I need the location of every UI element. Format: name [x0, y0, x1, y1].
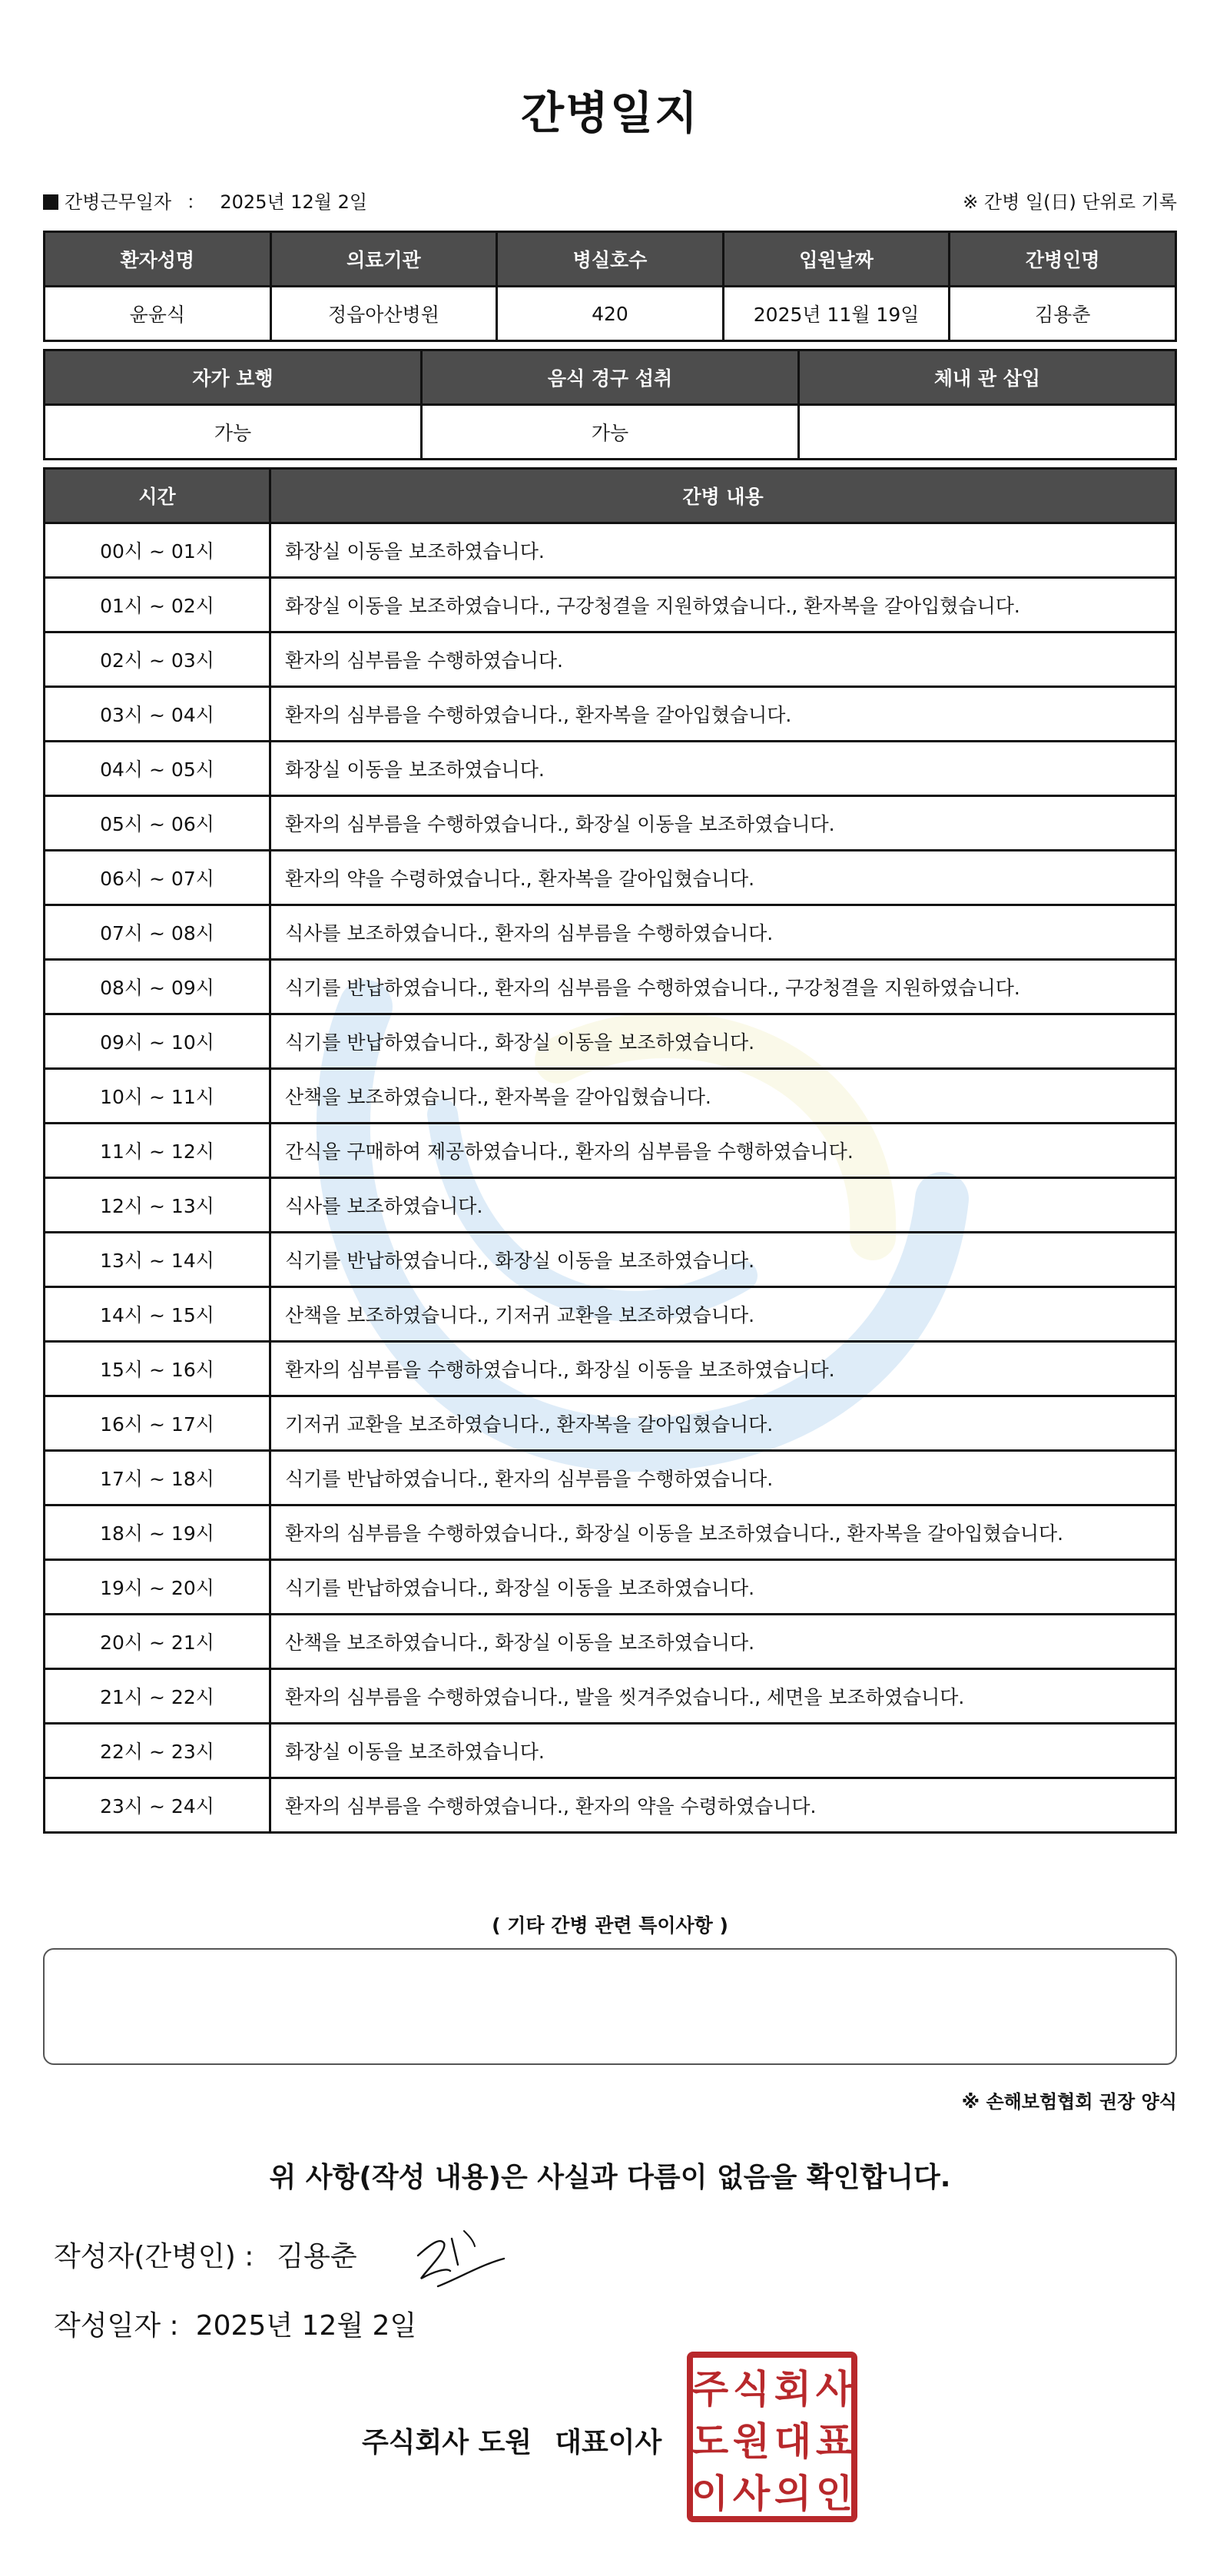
seal-character: 회	[774, 2367, 812, 2412]
care-log-time: 11시 ~ 12시	[45, 1124, 270, 1178]
seal-character: 원	[732, 2419, 771, 2464]
work-date-label: 간병근무일자	[65, 191, 172, 213]
care-log-content: 식기를 반납하였습니다., 화장실 이동을 보조하였습니다.	[270, 1233, 1176, 1287]
care-log-time: 01시 ~ 02시	[45, 578, 270, 632]
header-time: 시간	[45, 469, 270, 523]
care-log-content: 환자의 약을 수령하였습니다., 환자복을 갈아입혔습니다.	[270, 851, 1176, 905]
care-log-row	[45, 1669, 1176, 1724]
header-oral-intake: 음식 경구 섭취	[422, 350, 799, 405]
seal-character: 식	[732, 2367, 771, 2412]
patient-header-row	[45, 232, 1176, 287]
care-log-content: 식기를 반납하였습니다., 화장실 이동을 보조하였습니다.	[270, 1560, 1176, 1615]
care-log-row	[45, 1778, 1176, 1833]
care-log-row	[45, 1069, 1176, 1124]
writer-label: 작성자(간병인) :	[54, 2241, 254, 2272]
written-date-value: 2025년 12월 2일	[195, 2310, 417, 2342]
care-log-content: 환자의 심부름을 수행하였습니다., 환자의 약을 수령하였습니다.	[270, 1778, 1176, 1833]
care-log-row	[45, 1014, 1176, 1069]
signature	[404, 2225, 512, 2294]
care-log-row	[45, 1724, 1176, 1778]
care-log-row	[45, 1342, 1176, 1396]
status-header-row	[45, 350, 1176, 405]
care-log-row	[45, 1505, 1176, 1560]
patient-status-table	[43, 349, 1177, 460]
care-log-row	[45, 578, 1176, 632]
seal-character: 사	[815, 2367, 854, 2412]
hospital-name: 정읍아산병원	[270, 287, 497, 341]
care-log-content: 환자의 심부름을 수행하였습니다., 화장실 이동을 보조하였습니다.	[270, 796, 1176, 851]
care-log-content: 환자의 심부름을 수행하였습니다., 화장실 이동을 보조하였습니다., 환자복을 갈아입혔습니다.	[270, 1505, 1176, 1560]
care-log-time: 09시 ~ 10시	[45, 1014, 270, 1069]
care-log-time: 23시 ~ 24시	[45, 1778, 270, 1833]
patient-name: 윤윤식	[45, 287, 271, 341]
document-title: 간병일지	[520, 87, 700, 139]
care-log-table	[43, 467, 1177, 1834]
care-log-time: 15시 ~ 16시	[45, 1342, 270, 1396]
writer-line	[54, 2235, 357, 2274]
seal-character: 표	[815, 2419, 854, 2464]
care-log-time: 14시 ~ 15시	[45, 1287, 270, 1342]
care-log-time: 04시 ~ 05시	[45, 742, 270, 796]
care-log-row	[45, 1287, 1176, 1342]
header-caregiver-name: 간병인명	[950, 232, 1176, 287]
work-date-row	[43, 187, 1177, 217]
care-log-time: 10시 ~ 11시	[45, 1069, 270, 1124]
care-log-content: 화장실 이동을 보조하였습니다., 구강청결을 지원하였습니다., 환자복을 갈아입혔습니다.	[270, 578, 1176, 632]
seal-character: 인	[815, 2471, 854, 2516]
care-log-row	[45, 687, 1176, 742]
seal-character: 의	[774, 2471, 812, 2516]
patient-info-table	[43, 231, 1177, 342]
work-date	[43, 187, 367, 214]
care-log-time: 13시 ~ 14시	[45, 1233, 270, 1287]
written-date-line	[54, 2304, 416, 2343]
care-log-content: 환자의 심부름을 수행하였습니다.	[270, 632, 1176, 687]
care-log-row	[45, 1233, 1176, 1287]
room-number: 420	[497, 287, 724, 341]
patient-value-row	[45, 287, 1176, 341]
header-self-walking: 자가 보행	[45, 350, 422, 405]
care-log-time: 08시 ~ 09시	[45, 960, 270, 1014]
care-log-time: 06시 ~ 07시	[45, 851, 270, 905]
care-log-row	[45, 632, 1176, 687]
care-log-content: 식사를 보조하였습니다.	[270, 1178, 1176, 1233]
care-log-time: 03시 ~ 04시	[45, 687, 270, 742]
care-log-content: 기저귀 교환을 보조하였습니다., 환자복을 갈아입혔습니다.	[270, 1396, 1176, 1451]
seal-character: 이	[691, 2471, 729, 2516]
header-room-number: 병실호수	[497, 232, 724, 287]
care-log-row	[45, 1396, 1176, 1451]
company-seal	[685, 2350, 859, 2524]
care-log-time: 19시 ~ 20시	[45, 1560, 270, 1615]
care-log-time: 07시 ~ 08시	[45, 905, 270, 960]
care-log-time: 16시 ~ 17시	[45, 1396, 270, 1451]
care-log-content: 식기를 반납하였습니다., 환자의 심부름을 수행하였습니다.	[270, 1451, 1176, 1505]
care-log-header-row	[45, 469, 1176, 523]
admission-date: 2025년 11월 19일	[723, 287, 950, 341]
care-log-content: 화장실 이동을 보조하였습니다.	[270, 1724, 1176, 1778]
work-date-value: 2025년 12월 2일	[220, 191, 368, 213]
unit-note: ※ 간병 일(日) 단위로 기록	[963, 191, 1177, 213]
tube-insertion-value	[799, 405, 1176, 460]
company-name: 주식회사 도원	[362, 2427, 532, 2458]
company-line	[362, 2421, 661, 2460]
care-log-row	[45, 1615, 1176, 1669]
caregiver-name: 김용춘	[950, 287, 1176, 341]
care-log-row	[45, 851, 1176, 905]
care-log-content: 환자의 심부름을 수행하였습니다., 화장실 이동을 보조하였습니다.	[270, 1342, 1176, 1396]
care-log-row	[45, 960, 1176, 1014]
care-log-content: 산책을 보조하였습니다., 기저귀 교환을 보조하였습니다.	[270, 1287, 1176, 1342]
remarks-title: ( 기타 간병 관련 특이사항 )	[492, 1914, 728, 1937]
care-log-time: 00시 ~ 01시	[45, 523, 270, 578]
recommend-note: ※ 손해보험협회 권장 양식	[961, 2091, 1177, 2113]
care-log-row	[45, 1178, 1176, 1233]
care-log-content: 식기를 반납하였습니다., 환자의 심부름을 수행하였습니다., 구강청결을 지원하였습니다.	[270, 960, 1176, 1014]
care-log-content: 간식을 구매하여 제공하였습니다., 환자의 심부름을 수행하였습니다.	[270, 1124, 1176, 1178]
oral-intake-value: 가능	[422, 405, 799, 460]
header-care-content: 간병 내용	[270, 469, 1176, 523]
care-log-content: 식사를 보조하였습니다., 환자의 심부름을 수행하였습니다.	[270, 905, 1176, 960]
care-log-time: 20시 ~ 21시	[45, 1615, 270, 1669]
seal-character: 대	[774, 2419, 812, 2464]
care-log-content: 환자의 심부름을 수행하였습니다., 발을 씻겨주었습니다., 세면을 보조하였습니다.	[270, 1669, 1176, 1724]
header-hospital: 의료기관	[270, 232, 497, 287]
care-log-content: 산책을 보조하였습니다., 화장실 이동을 보조하였습니다.	[270, 1615, 1176, 1669]
care-log-content: 산책을 보조하였습니다., 환자복을 갈아입혔습니다.	[270, 1069, 1176, 1124]
seal-character: 도	[691, 2419, 729, 2464]
header-admission-date: 입원날짜	[723, 232, 950, 287]
seal-character: 사	[732, 2471, 771, 2516]
care-log-time: 21시 ~ 22시	[45, 1669, 270, 1724]
confirmation-statement: 위 사항(작성 내용)은 사실과 다름이 없음을 확인합니다.	[269, 2162, 951, 2193]
care-log-row	[45, 796, 1176, 851]
care-log-content: 화장실 이동을 보조하였습니다.	[270, 742, 1176, 796]
work-date-separator: ：	[186, 191, 205, 213]
care-log-row	[45, 1560, 1176, 1615]
remarks-box	[43, 1948, 1177, 2065]
care-log-row	[45, 742, 1176, 796]
care-log-row	[45, 1124, 1176, 1178]
care-log-time: 05시 ~ 06시	[45, 796, 270, 851]
care-log-time: 22시 ~ 23시	[45, 1724, 270, 1778]
seal-character: 주	[691, 2367, 729, 2412]
self-walking-value: 가능	[45, 405, 422, 460]
care-log-row	[45, 1451, 1176, 1505]
care-log-time: 12시 ~ 13시	[45, 1178, 270, 1233]
care-log-content: 식기를 반납하였습니다., 화장실 이동을 보조하였습니다.	[270, 1014, 1176, 1069]
care-log-row	[45, 905, 1176, 960]
care-log-time: 18시 ~ 19시	[45, 1505, 270, 1560]
black-square-icon	[43, 194, 58, 210]
care-log-row	[45, 523, 1176, 578]
care-log-time: 02시 ~ 03시	[45, 632, 270, 687]
status-value-row	[45, 405, 1176, 460]
care-log-time: 17시 ~ 18시	[45, 1451, 270, 1505]
representative-title: 대표이사	[555, 2427, 662, 2458]
care-log-content: 화장실 이동을 보조하였습니다.	[270, 523, 1176, 578]
header-patient-name: 환자성명	[45, 232, 271, 287]
header-tube-insertion: 체내 관 삽입	[799, 350, 1176, 405]
writer-name: 김용춘	[277, 2241, 357, 2272]
care-log-content: 환자의 심부름을 수행하였습니다., 환자복을 갈아입혔습니다.	[270, 687, 1176, 742]
written-date-label: 작성일자 :	[54, 2310, 179, 2342]
